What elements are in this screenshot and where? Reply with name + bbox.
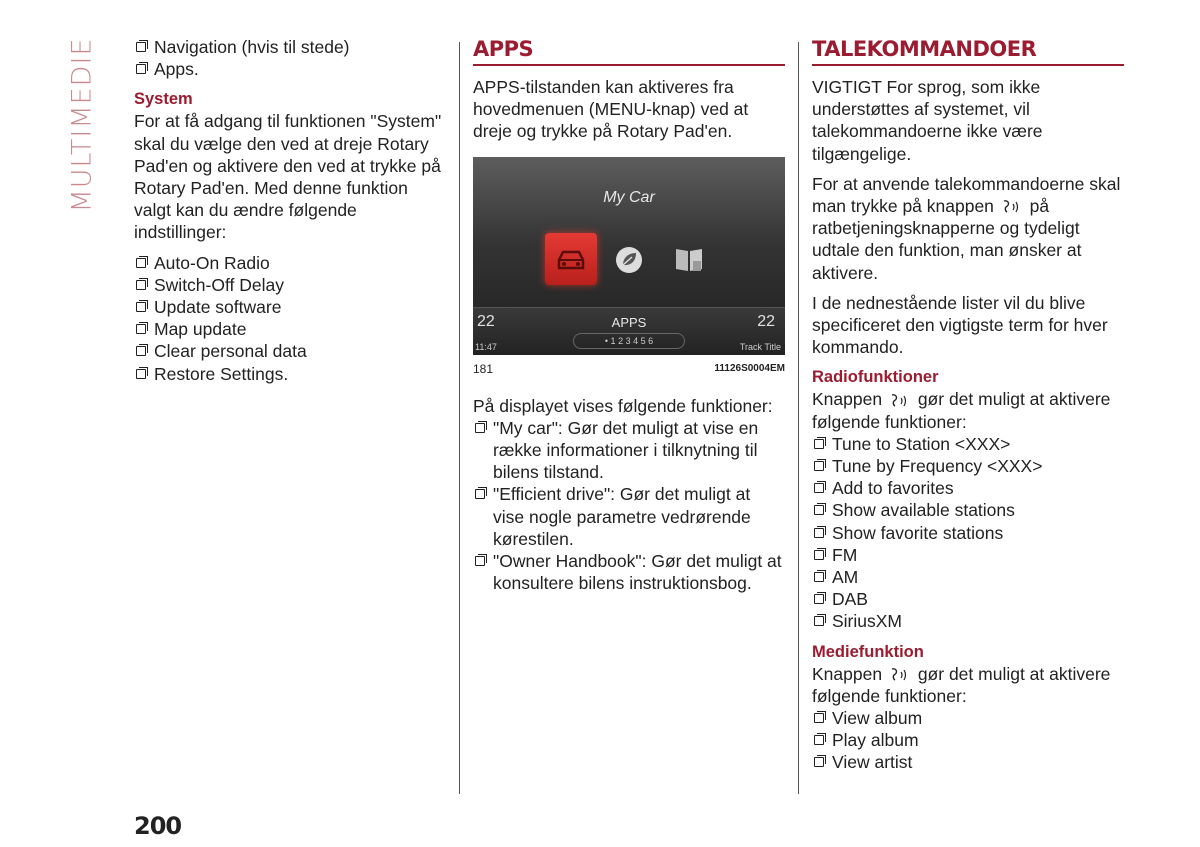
system-settings-list [134,252,444,385]
apps-screen-figure [473,157,785,355]
lists-text: I de nednestående lister vil du blive specificeret den vigtigste term for hver kommando. [812,292,1108,358]
column-left [134,36,444,391]
figure-code: 11126S0004EM [714,362,785,374]
owner-handbook-icon [673,243,705,275]
apps-heading: APPS [473,36,785,66]
column-divider [798,42,799,794]
apps-intro: APPS-tilstanden kan aktiveres fra hovedmenuen (MENU-knap) ved at dreje og trykke på Rotary Pad'en. [473,77,749,142]
media-heading: Mediefunktion [812,642,924,661]
important-note: VIGTIGT For sprog, som ikke understøttes af systemet, vil talekommandoerne ikke være tilgængelige. [812,77,1043,164]
list-item: Tune to Station <XXX> [812,433,1124,455]
column-divider [459,42,460,794]
figure-caption [473,361,785,377]
display-intro: På displayet vises følgende funktioner: [473,395,773,416]
screen-heading: My Car [603,188,655,206]
list-item: Clear personal data [134,340,444,362]
voice-commands-heading: TALEKOMMANDOER [812,36,1124,66]
radio-list [812,433,1124,633]
usage-text: For at anvende talekommandoerne skal man trykke på knappen på ratbetjeningsknapperne og tydeligt udtale den funktion, man ønsker at aktivere. [812,173,1121,283]
menu-list [134,36,444,80]
list-item: Auto-On Radio [134,252,444,274]
voice-button-icon [889,667,911,683]
voice-button-icon [1001,199,1023,215]
figure-number: 181 [473,361,494,376]
column-right [812,36,1124,780]
clock: 11:47 [475,341,497,352]
list-item: FM [812,544,1124,566]
list-item: View album [812,707,1124,729]
track-title: Track Title [739,341,781,352]
side-tab [62,37,102,213]
radio-heading: Radiofunktioner [812,368,939,387]
radio-intro: Knappen gør det muligt at aktivere følgende funktioner: [812,389,1111,432]
voice-button-icon [889,393,911,409]
list-item: Show favorite stations [812,522,1124,544]
list-item: Apps. [134,58,444,80]
list-item: Restore Settings. [134,363,444,385]
list-item: View artist [812,751,1124,773]
list-item: "Owner Handbook": Gør det muligt at konsultere bilens instruktionsbog. [473,550,785,594]
media-list [812,707,1124,774]
efficient-drive-icon [614,245,644,275]
list-item: DAB [812,588,1124,610]
my-car-tile [545,233,597,285]
list-item: "Efficient drive": Gør det muligt at vise nogle parametre vedrørende kørestilen. [473,483,785,550]
list-item: Tune by Frequency <XXX> [812,455,1124,477]
list-item: Navigation (hvis til stede) [134,36,444,58]
system-text: For at få adgang til funktionen "System" skal du vælge den ved at dreje Rotary Pad'en og aktivere den ved at trykke på Rotary Pad'en. Med denne funktion valgt kan du ændre følgende indstillinger: [134,111,442,243]
list-item: Map update [134,318,444,340]
page-number: 200 [134,812,182,840]
list-item: "My car": Gør det muligt at vise en række informationer i tilknytning til bilens tilstand. [473,417,785,484]
temp-right: 22 [757,312,775,330]
system-heading: System [134,90,193,109]
screen-status-bar [473,307,785,355]
bar-title: APPS [611,314,647,330]
car-icon [555,246,587,272]
list-item: SiriusXM [812,610,1124,632]
list-item: AM [812,566,1124,588]
presets-bar: • 1 2 3 4 5 6 [573,333,685,349]
column-middle [473,36,785,600]
temp-left: 22 [477,312,495,330]
list-item: Add to favorites [812,477,1124,499]
functions-list [473,417,785,595]
list-item: Show available stations [812,499,1124,521]
list-item: Update software [134,296,444,318]
side-tab-label: MULTIMEDIE [66,37,98,213]
media-intro: Knappen gør det muligt at aktivere følgende funktioner: [812,663,1111,706]
list-item: Play album [812,729,1124,751]
list-item: Switch-Off Delay [134,274,444,296]
